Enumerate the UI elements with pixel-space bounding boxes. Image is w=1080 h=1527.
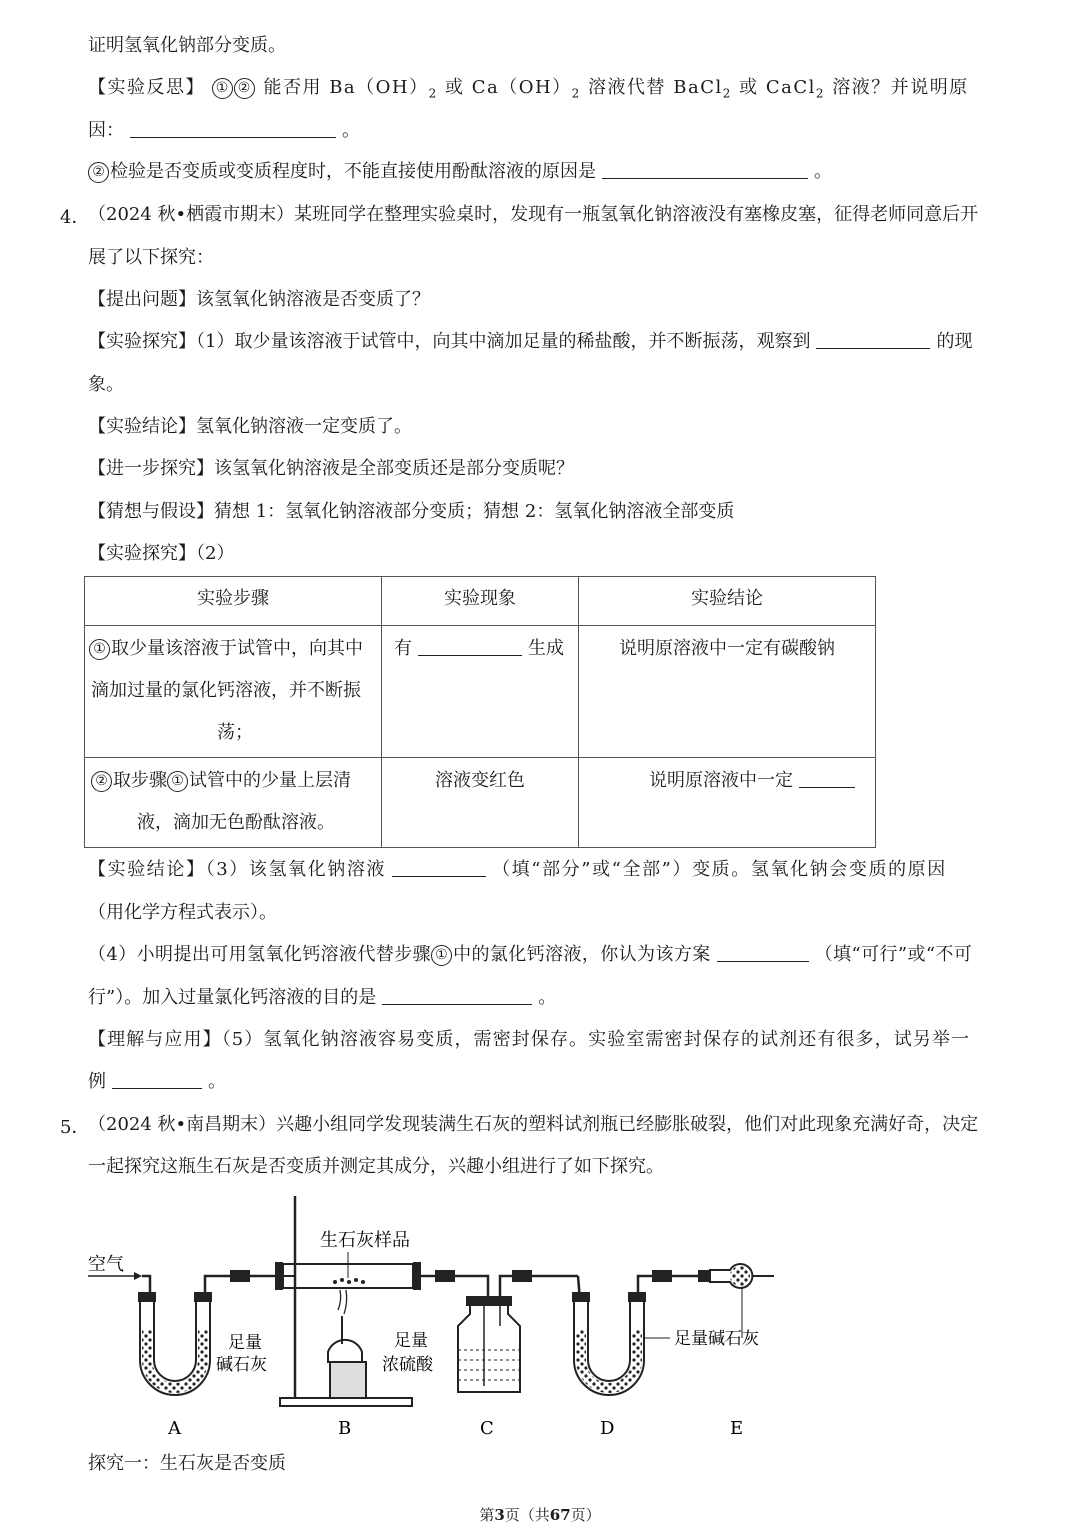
circled-one: ① [431,945,452,966]
text-line [88,901,277,925]
u-tube-a [138,1276,230,1395]
subscript: 2 [815,86,826,101]
text: 试管中的少量上层清 [189,770,351,791]
text: 取少量该溶液于试管中，向其中 [111,638,363,659]
apply-line [88,1028,970,1052]
answer-blank[interactable] [799,769,855,788]
explore2-line [88,542,234,566]
wash-bottle-c [458,1296,520,1392]
text: 象。 [88,374,124,395]
text: 证明氢氧化钠部分变质。 [88,35,286,56]
label-c: C [480,1418,494,1439]
label-e: E [730,1418,744,1439]
text: 有 [394,638,412,659]
question-number: 5． [60,1117,90,1138]
q4-stem [88,203,978,227]
reflection-question-2 [88,160,832,184]
text: 因： [88,120,124,141]
q4-stem-2 [88,246,214,270]
text: 行”）。加入过量氯化钙溶液的目的是 [88,987,377,1008]
text: 中的氯化钙溶液，你认为该方案 [453,944,711,965]
table-header-row [85,577,876,626]
text: 液，滴加无色酚酞溶液。 [137,812,335,833]
text: 例 [88,1071,106,1092]
alcohol-lamp [328,1290,366,1398]
text: 或 Ca（OH） [444,77,572,98]
text: 。 [342,120,360,141]
answer-blank[interactable] [392,858,486,877]
text: 。 [814,161,832,182]
text: （填“可行”或“不可 [814,944,973,965]
answer-blank[interactable] [816,330,930,349]
answer-blank[interactable] [717,943,809,962]
text: 生成 [528,638,564,659]
text: 或 CaCl [739,77,816,98]
circled-two: ② [88,162,109,183]
answer-blank[interactable] [418,637,522,656]
text: （用化学方程式表示）。 [88,902,277,923]
circled-one: ① [89,639,110,660]
text: 溶液？并说明原 [832,77,969,98]
u-tube-d [572,1276,652,1395]
text: （4）小明提出可用氢氧化钙溶液代替步骤 [88,944,432,965]
table-cell-phenomenon: 溶液变红色 [382,758,579,848]
table-cell-conclusion: 说明原溶液中一定有碳酸钠 [579,626,876,758]
text: 溶液代替 BaCl [588,77,723,98]
text: 取步骤 [113,770,167,791]
total-pages: 67 [549,1506,571,1524]
text: 荡； [217,722,253,743]
text: （填“部分”或“全部”）变质。氢氧化钠会变质的原因 [492,859,947,880]
table-row [85,758,876,848]
table-cell-step [85,758,382,848]
text: 检验是否变质或变质程度时，不能直接使用酚酞溶液的原因是 [110,161,596,182]
circled-two: ② [234,78,255,99]
further-line [88,457,574,481]
sodalime-label-a: 碱石灰 [216,1355,267,1375]
apply-line-2 [88,1070,226,1094]
label-a: A [168,1418,181,1439]
label-d: D [600,1418,615,1439]
text-line [88,373,124,397]
arrow-head-icon [134,1272,142,1280]
question-number: 4． [60,207,90,228]
text: 【实验探究】（1）取少量该溶液于试管中，向其中滴加足量的稀盐酸，并不断振荡，观察到 [88,331,811,352]
text: 【提出问题】该氢氧化钠溶液是否变质了？ [88,289,430,310]
text: 的现 [936,331,973,352]
text: （2024 秋•栖霞市期末）某班同学在整理实验桌时，发现有一瓶氢氧化钠溶液没有塞橡皮塞，征得老师同意后开 [88,204,979,225]
ask-line [88,288,430,312]
subscript: 2 [571,86,581,101]
text: 第 [479,1506,495,1524]
subscript: 2 [428,86,438,101]
circled-one: ① [167,771,188,792]
circled-one: ① [212,78,233,99]
text: 【实验探究】（2） [88,543,235,564]
acid-label: 浓硫酸 [382,1355,433,1375]
text: 【进一步探究】该氢氧化钠溶液是全部变质还是部分变质呢？ [88,458,574,479]
conclusion-line [88,415,412,439]
circled-two: ② [91,771,112,792]
text: 说明原溶液中一定 [649,770,793,791]
section-tag: 【实验反思】 [88,77,205,98]
answer-blank[interactable] [602,160,808,179]
answer-blank[interactable] [130,119,336,138]
text: （2024 秋•南昌期末）兴趣小组同学发现装满生石灰的塑料试剂瓶已经膨胀破裂，他们对此现象充满好奇，决定 [88,1114,979,1135]
table-header: 实验现象 [382,577,579,626]
page-number: 3 [494,1506,505,1524]
answer-blank[interactable] [112,1070,202,1089]
apparatus-diagram [80,1190,800,1440]
text: 滴加过量的氯化钙溶液，并不断振 [91,680,361,701]
label-b: B [338,1418,352,1439]
q5-stem-2 [88,1155,664,1179]
q4-part4 [88,943,972,967]
sodalime-label-a: 足量 [228,1333,262,1353]
table-cell-step [85,626,382,758]
experiment-table [84,576,876,848]
acid-label: 足量 [394,1331,428,1351]
reflection-question [88,76,969,106]
text: 展了以下探究： [88,247,214,268]
answer-blank[interactable] [382,986,532,1005]
explore-one-line [88,1452,286,1476]
text: 【实验结论】氢氧化钠溶液一定变质了。 [88,416,412,437]
sodalime-label-d: 足量碱石灰 [674,1329,759,1349]
reason-line [88,119,360,143]
text: 。 [538,987,557,1008]
text-line [88,34,286,58]
conclusion3-line [88,858,947,882]
page-footer [0,1504,1080,1525]
text: 页（共 [504,1506,550,1524]
explore1-line [88,330,972,354]
sample-label: 生石灰样品 [320,1230,410,1251]
text: 。 [208,1071,226,1092]
drying-tube-e [698,1264,774,1338]
guess-line [88,500,734,524]
text: 能否用 Ba（OH） [263,77,429,98]
text: 【实验结论】（3）该氢氧化钠溶液 [88,859,387,880]
q5-stem [88,1113,978,1137]
table-row [85,626,876,758]
table-header: 实验步骤 [85,577,382,626]
table-cell-phenomenon [382,626,579,758]
text: 【理解与应用】（5）氢氧化钠溶液容易变质，需密封保存。实验室需密封保存的试剂还有很多，试另举一 [88,1029,971,1050]
air-label: 空气 [88,1254,124,1275]
text: 【猜想与假设】猜想 1：氢氧化钠溶液部分变质；猜想 2：氢氧化钠溶液全部变质 [88,501,735,522]
text: 探究一：生石灰是否变质 [88,1453,286,1474]
q4-part4-2 [88,986,556,1010]
text: 页） [570,1506,601,1524]
table-header: 实验结论 [579,577,876,626]
text: 一起探究这瓶生石灰是否变质并测定其成分，兴趣小组进行了如下探究。 [88,1156,664,1177]
table-cell-conclusion [579,758,876,848]
subscript: 2 [722,86,732,101]
